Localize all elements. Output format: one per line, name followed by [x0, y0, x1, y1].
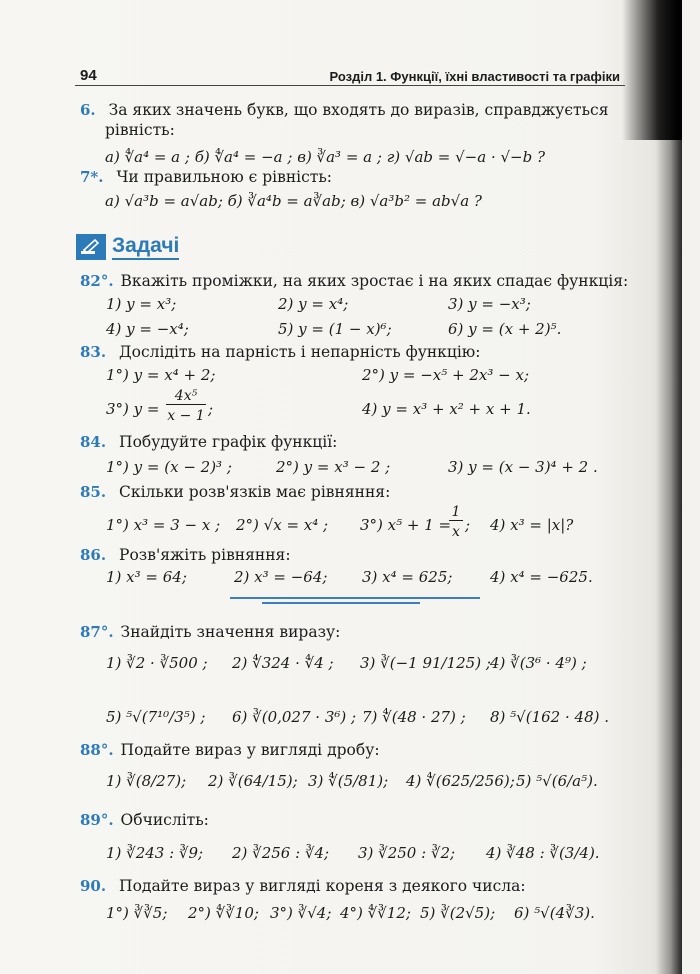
problem-89-item-2: 2) ∛256 : ∛4; [232, 844, 330, 862]
problem-89-item-4: 4) ∛48 : ∛(3/4). [486, 844, 600, 862]
problem-84-item-2: 2°) y = x³ − 2 ; [276, 458, 391, 476]
question-7-items: а) √a³b = a√ab; б) ∛a⁴b = a∛ab; в) √a³b² = ab√a ? [105, 192, 482, 210]
problem-90-item-4: 4°) ∜∛12; [340, 904, 411, 922]
question-number: 7*. [80, 168, 104, 186]
problem-88-item-1: 1) ∛(8/27); [106, 772, 187, 790]
problem-90 [80, 876, 526, 896]
chapter-title: Розділ 1. Функції, їхні властивості та графіки [329, 69, 620, 84]
problem-82-item-4: 4) y = −x⁴; [106, 320, 189, 338]
question-6 [80, 100, 608, 120]
problem-88-item-4: 4) ∜(625/256); [406, 772, 515, 790]
section-title: Задачі [112, 234, 179, 260]
page-header [80, 62, 620, 84]
problem-85-item-3-suffix: ; [465, 516, 471, 534]
problem-87-item-6: 6) ∛(0,027 · 3⁶) ; [232, 708, 357, 726]
problem-83-item-2: 2°) y = −x⁵ + 2x³ − x; [362, 366, 530, 384]
separator-line-short [262, 602, 420, 604]
problem-text: Подайте вираз у вигляді дробу: [120, 741, 380, 759]
problem-82 [80, 271, 628, 291]
problem-89-item-3: 3) ∛250 : ∛2; [358, 844, 456, 862]
problem-83 [80, 342, 481, 362]
problem-83-item-1: 1°) y = x⁴ + 2; [106, 366, 216, 384]
problem-87-item-4: 4) ∛(3⁶ · 4⁹) ; [490, 654, 587, 672]
problem-87-item-8: 8) ⁵√(162 · 48) . [490, 708, 609, 726]
problem-90-item-2: 2°) ∜∛10; [188, 904, 259, 922]
question-text: За яких значень букв, що входять до виразів, справджується [108, 101, 609, 119]
problem-number: 84. [80, 433, 107, 451]
problem-86-item-1: 1) x³ = 64; [106, 568, 187, 586]
problem-86-item-4: 4) x⁴ = −625. [490, 568, 593, 586]
problem-85-item-2: 2°) √x = x⁴ ; [236, 516, 329, 534]
problem-text: Подайте вираз у вигляді кореня з деякого числа: [119, 877, 526, 895]
pencil-icon [76, 234, 106, 260]
question-text: Чи правильною є рівність: [116, 168, 333, 186]
problem-90-item-6: 6) ⁵√(4∛3). [514, 904, 595, 922]
problem-84-item-3: 3) y = (x − 3)⁴ + 2 . [448, 458, 598, 476]
problem-85 [80, 482, 390, 502]
problem-85-fraction-numerator: 1 [449, 504, 463, 521]
problem-85-item-4: 4) x³ = |x|? [490, 516, 574, 534]
problem-85-fraction-denominator: x [452, 524, 460, 540]
problem-89 [80, 810, 209, 830]
question-number: 6. [80, 101, 96, 119]
problem-88-item-5: 5) ⁵√(6/a⁵). [516, 772, 598, 790]
problem-text: Знайдіть значення виразу: [120, 623, 341, 641]
problem-text: Скільки розв'язків має рівняння: [119, 483, 391, 501]
problem-86-item-2: 2) x³ = −64; [234, 568, 328, 586]
problem-83-item-3-prefix: 3°) y = [106, 400, 160, 418]
problem-88-item-2: 2) ∛(64/15); [208, 772, 298, 790]
problem-82-item-3: 3) y = −x³; [448, 295, 531, 313]
problem-text: Обчисліть: [120, 811, 209, 829]
problem-text: Вкажіть проміжки, на яких зростає і на яких спадає функція: [120, 272, 629, 290]
problem-number: 89°. [80, 811, 114, 829]
problem-number: 86. [80, 546, 107, 564]
problem-89-item-1: 1) ∛243 : ∛9; [106, 844, 204, 862]
problem-90-item-1: 1°) ∛∛5; [106, 904, 168, 922]
problem-number: 87°. [80, 623, 114, 641]
problem-87-item-5: 5) ⁵√(7¹⁰/3⁵) ; [106, 708, 206, 726]
page-edge [682, 0, 700, 974]
problem-82-item-2: 2) y = x⁴; [278, 295, 349, 313]
problem-82-item-1: 1) y = x³; [106, 295, 177, 313]
problem-85-item-1: 1°) x³ = 3 − x ; [106, 516, 221, 534]
section-header [76, 234, 179, 260]
question-6-items: а) ∜a⁴ = a ; б) ∜a⁴ = −a ; в) ∛a³ = a ; г) √ab = √−a · √−b ? [105, 148, 546, 166]
problem-number: 90. [80, 877, 107, 895]
problem-82-item-6: 6) y = (x + 2)⁵. [448, 320, 562, 338]
question-6-line2: рівність: [105, 121, 175, 139]
problem-90-item-5: 5) ∛(2√5); [420, 904, 496, 922]
problem-text: Дослідіть на парність і непарність функцію: [119, 343, 481, 361]
problem-number: 83. [80, 343, 107, 361]
problem-number: 88°. [80, 741, 114, 759]
problem-85-item-3-prefix: 3°) x⁵ + 1 = [360, 516, 452, 534]
problem-87-item-1: 1) ∛2 · ∛500 ; [106, 654, 208, 672]
problem-87-item-2: 2) ∜324 · ∜4 ; [232, 654, 334, 672]
problem-87 [80, 622, 340, 642]
problem-84-item-1: 1°) y = (x − 2)³ ; [106, 458, 232, 476]
problem-83-item-3-suffix: ; [208, 400, 214, 418]
problem-88-item-3: 3) ∜(5/81); [308, 772, 389, 790]
problem-83-fraction-numerator: 4x⁵ [166, 388, 206, 405]
problem-83-fraction-denominator: x − 1 [167, 408, 205, 424]
problem-82-item-5: 5) y = (1 − x)⁶; [278, 320, 392, 338]
problem-88 [80, 740, 380, 760]
header-divider [75, 85, 625, 86]
problem-text: Побудуйте графік функції: [119, 433, 338, 451]
separator-line [230, 597, 480, 599]
page-number: 94 [80, 67, 97, 84]
problem-90-item-3: 3°) ∛√4; [270, 904, 332, 922]
problem-86 [80, 545, 291, 565]
page-fold-shadow [656, 0, 682, 974]
problem-number: 82°. [80, 272, 114, 290]
problem-83-item-4: 4) y = x³ + x² + x + 1. [362, 400, 531, 418]
problem-84 [80, 432, 337, 452]
problem-number: 85. [80, 483, 107, 501]
problem-86-item-3: 3) x⁴ = 625; [362, 568, 453, 586]
problem-87-item-3: 3) ∛(−1 91/125) ; [360, 654, 491, 672]
problem-87-item-7: 7) ∜(48 · 27) ; [362, 708, 466, 726]
question-7 [80, 167, 332, 187]
page-fold-top-shadow [622, 0, 682, 140]
problem-text: Розв'яжіть рівняння: [119, 546, 291, 564]
